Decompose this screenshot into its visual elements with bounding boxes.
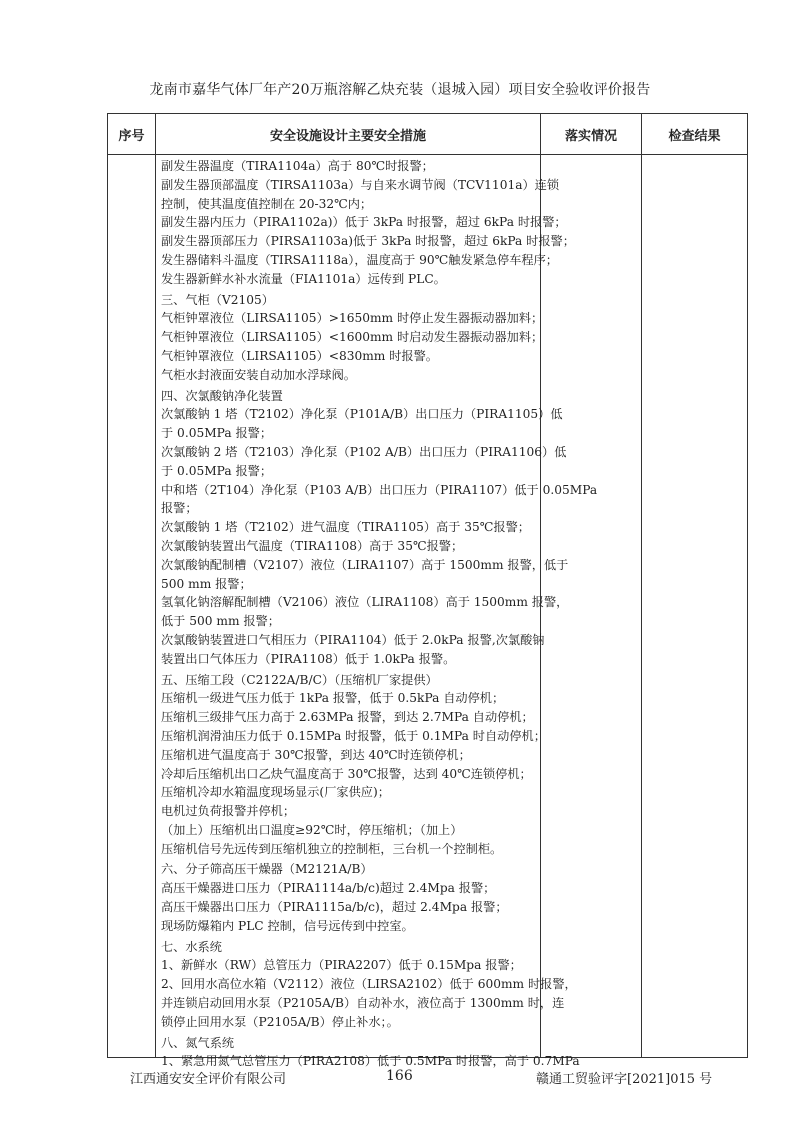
section-heading: 三、气柜（V2105） — [161, 292, 274, 307]
measure-line: 冷却后压缩机出口乙炔气温度高于 30℃报警，达到 40℃连锁停机； — [161, 766, 532, 781]
report-title: 龙南市嘉华气体厂年产20万瓶溶解乙炔充装（退城入园）项目安全验收评价报告 — [149, 82, 651, 98]
measure-line: 压缩机信号先远传到压缩机独立的控制柜，三台机一个控制柜。 — [161, 841, 503, 856]
measure-line: 现场防爆箱内 PLC 控制，信号远传到中控室。 — [161, 918, 414, 933]
measure-line: 500 mm 报警； — [161, 576, 252, 591]
measure-line: 次氯酸钠 1 塔（T2102）净化泵（P101A/B）出口压力（PIRA1105）低 — [161, 407, 563, 422]
table-header-row — [108, 114, 748, 155]
result-cell — [642, 155, 748, 1058]
measure-line: 控制，使其温度值控制在 20-32℃内； — [161, 196, 373, 211]
measure-line: 锁停止回用水泵（P2105A/B）停止补水；。 — [161, 1014, 399, 1029]
column-header-index: 序号 — [108, 114, 156, 155]
index-cell — [108, 155, 156, 1058]
measure-line: 中和塔（2T104）净化泵（P103 A/B）出口压力（PIRA1107）低于 0.05MPa — [161, 482, 598, 497]
measure-line: 副发生器顶部温度（TIRSA1103a）与自来水调节阀（TCV1101a）连锁 — [161, 177, 560, 192]
measure-line: 副发生器温度（TIRA1104a）高于 80℃时报警； — [161, 159, 434, 173]
measure-line: 氢氧化钠溶解配制槽（V2106）液位（LIRA1108）高于 1500mm 报警， — [161, 595, 569, 610]
measure-line: 气柜钟罩液位（LIRSA1105）>1650mm 时停止发生器振动器加料； — [161, 311, 544, 326]
measure-line: 压缩机润滑油压力低于 0.15MPa 时报警，低于 0.1MPa 时自动停机； — [161, 728, 546, 743]
measure-line: 低于 500 mm 报警； — [161, 614, 280, 629]
measure-line: 报警； — [161, 501, 198, 516]
safety-measures-table — [107, 113, 748, 1069]
measure-line: 发生器新鲜水补水流量（FIA1101a）远传到 PLC。 — [161, 271, 446, 286]
measures-text-block — [156, 155, 598, 1069]
measure-line: （加上）压缩机出口温度≥92℃时，停压缩机；（加上） — [161, 822, 463, 837]
measure-line: 发生器储料斗温度（TIRSA1118a），温度高于 90℃触发紧急停车程序； — [161, 252, 558, 267]
measure-line: 装置出口气体压力（PIRA1108）低于 1.0kPa 报警。 — [161, 651, 456, 666]
measures-cell — [156, 155, 598, 1069]
section-heading: 六、分子筛高压干燥器（M2121A/B） — [161, 862, 373, 877]
measure-line: 高压干燥器进口压力（PIRA1114a/b/c)超过 2.4Mpa 报警； — [161, 881, 496, 896]
section-heading: 八、氮气系统 — [161, 1035, 235, 1050]
document-number: 赣通工贸验评字[2021]015 号 — [536, 1072, 713, 1087]
measure-line: 高压干燥器出口压力（PIRA1115a/b/c)，超过 2.4Mpa 报警； — [161, 900, 508, 915]
section-heading: 七、水系统 — [161, 939, 222, 954]
measure-line: 次氯酸钠配制槽（V2107）液位（LIRA1107）高于 1500mm 报警，低于 — [161, 557, 569, 572]
measure-line: 于 0.05MPa 报警； — [161, 463, 273, 478]
measure-line: 1、新鲜水（RW）总管压力（PIRA2207）低于 0.15Mpa 报警； — [161, 958, 522, 973]
page-footer — [0, 1068, 800, 1088]
measure-line: 次氯酸钠 2 塔（T2103）净化泵（P102 A/B）出口压力（PIRA1106）低 — [161, 444, 567, 459]
measure-line: 压缩机进气温度高于 30℃报警，到达 40℃时连锁停机； — [161, 747, 471, 762]
footer-company: 江西通安安全评价有限公司 — [130, 1072, 287, 1087]
measure-line: 次氯酸钠 1 塔（T2102）进气温度（TIRA1105）高于 35℃报警； — [161, 520, 530, 535]
measure-line: 压缩机冷却水箱温度现场显示(厂家供应)； — [161, 785, 390, 800]
column-header-implementation: 落实情况 — [541, 114, 642, 155]
measure-line: 副发生器内压力（PIRA1102a)）低于 3kPa 时报警，超过 6kPa 时报警； — [161, 215, 567, 230]
measure-line: 气柜水封液面安装自动加水浮球阀。 — [161, 367, 356, 382]
measure-line: 副发生器顶部压力（PIRSA1103a)低于 3kPa 时报警，超过 6kPa 时报警； — [161, 234, 575, 249]
page-number: 166 — [386, 1068, 413, 1084]
measure-line: 次氯酸钠装置出气温度（TIRA1108）高于 35℃报警； — [161, 538, 464, 553]
measure-line: 气柜钟罩液位（LIRSA1105）<1600mm 时启动发生器振动器加料； — [161, 330, 544, 345]
measure-line: 1、紧急用氮气总管压力（PIRA2108）低于 0.5MPa 时报警，高于 0.7MPa — [161, 1054, 580, 1069]
section-heading: 四、次氯酸钠净化装置 — [161, 388, 283, 403]
section-heading: 五、压缩工段（C2122A/B/C）（压缩机厂家提供） — [161, 672, 438, 687]
measure-line: 2、回用水高位水箱（V2112）液位（LIRSA2102）低于 600mm 时报警， — [161, 977, 577, 992]
column-header-result: 检查结果 — [642, 114, 748, 155]
measure-line: 次氯酸钠装置进口气相压力（PIRA1104）低于 2.0kPa 报警,次氯酸钠 — [161, 632, 545, 647]
measure-line: 压缩机一级进气压力低于 1kPa 报警，低于 0.5kPa 自动停机； — [161, 691, 505, 706]
measure-line: 压缩机三级排气压力高于 2.63MPa 报警，到达 2.7MPa 自动停机； — [161, 710, 534, 725]
measure-line: 气柜钟罩液位（LIRSA1105）<830mm 时报警。 — [161, 348, 438, 363]
table-row — [108, 155, 748, 1058]
measure-line: 并连锁启动回用水泵（P2105A/B）自动补水，液位高于 1300mm 时，连 — [161, 996, 565, 1011]
measure-line: 于 0.05MPa 报警； — [161, 426, 273, 441]
column-header-measures: 安全设施设计主要安全措施 — [156, 114, 541, 155]
measure-line: 电机过负荷报警并停机； — [161, 804, 296, 819]
